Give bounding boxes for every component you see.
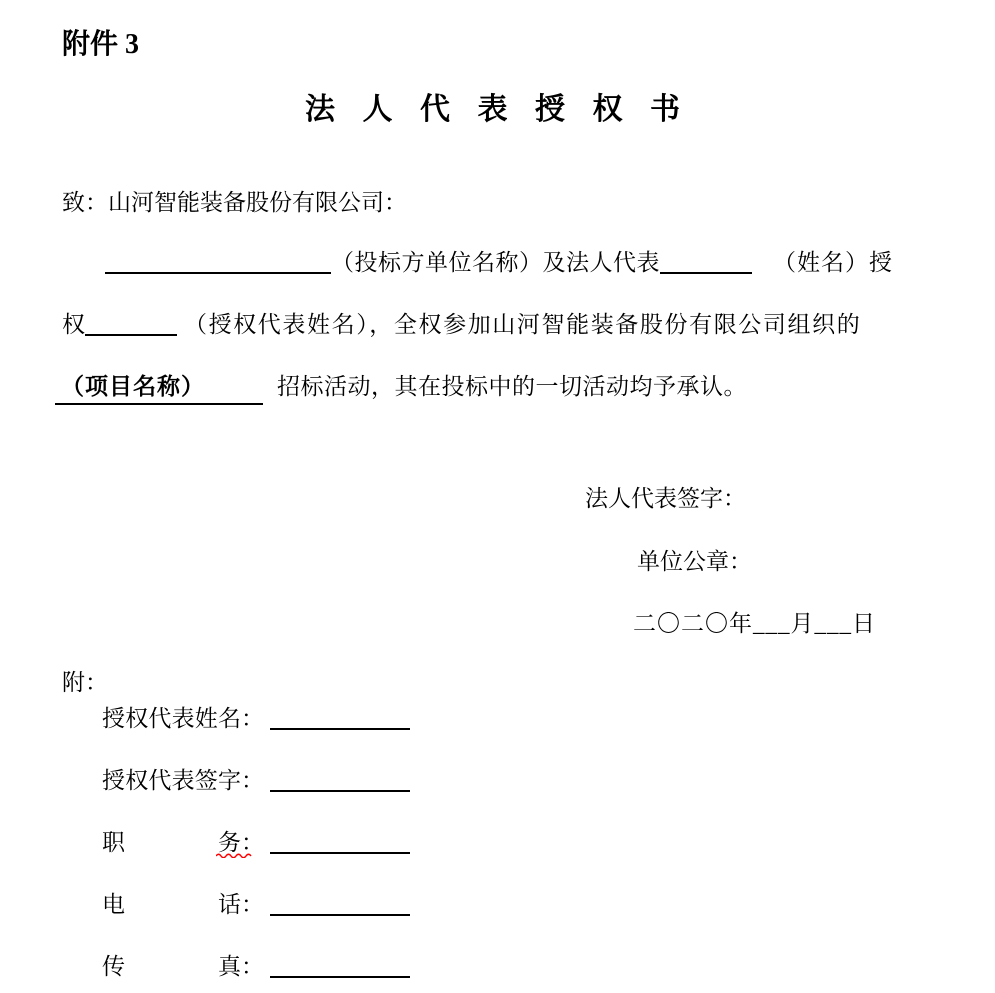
rep-name-label: 授权代表姓名 — [102, 706, 241, 731]
paragraph-line-1 — [105, 244, 893, 277]
paragraph-line-2 — [62, 306, 861, 339]
rep-signature-label: 授权代表签字 — [102, 768, 241, 793]
legal-rep-name-blank — [660, 249, 752, 274]
project-name-label: （项目名称） — [61, 374, 205, 399]
authorized-rep-name-blank — [85, 311, 177, 336]
attachment-label: 附件 3 — [62, 29, 140, 60]
fax-blank — [270, 953, 410, 978]
rep-signature-colon: ： — [241, 768, 264, 793]
legal-rep-signature-label: 法人代表签字： — [585, 486, 746, 511]
spellcheck-squiggle-icon — [216, 852, 252, 858]
date-line: 二〇二〇年___月___日 — [633, 611, 876, 636]
fax-label: 传真 — [102, 954, 241, 979]
job-title-colon: ： — [241, 830, 264, 855]
rep-signature-blank — [270, 767, 410, 792]
appendix-row-fax — [102, 948, 410, 981]
paragraph-line-3 — [55, 368, 747, 405]
bidder-unit-name-blank — [105, 249, 331, 274]
fax-colon: ： — [241, 954, 264, 979]
paragraph-line-3-text: 招标活动，其在投标中的一切活动均予承认。 — [277, 374, 747, 399]
paragraph-line-1-text: （投标方单位名称）及法人代表 — [331, 250, 660, 275]
phone-colon: ： — [241, 892, 264, 917]
page-title: 法 人 代 表 授 权 书 — [305, 93, 690, 126]
appendix-row-rep-name — [102, 700, 410, 733]
paragraph-line-2-prefix: 权 — [62, 312, 85, 337]
phone-blank — [270, 891, 410, 916]
salutation-line: 致：山河智能装备股份有限公司： — [62, 190, 407, 215]
rep-name-blank — [270, 705, 410, 730]
company-seal-label: 单位公章： — [637, 549, 752, 574]
appendix-row-job-title — [102, 824, 410, 857]
appendix-heading: 附： — [62, 670, 108, 695]
job-title-blank — [270, 829, 410, 854]
paragraph-line-1-name-note: （姓名）授 — [773, 250, 893, 275]
appendix-row-phone — [102, 886, 410, 919]
phone-label: 电话 — [102, 892, 241, 917]
rep-name-colon: ： — [241, 706, 264, 731]
job-title-label: 职务 — [102, 830, 241, 855]
project-name-blank — [55, 368, 263, 405]
paragraph-line-2-text: （授权代表姓名），全权参加山河智能装备股份有限公司组织的 — [184, 312, 862, 337]
appendix-row-rep-signature — [102, 762, 410, 795]
